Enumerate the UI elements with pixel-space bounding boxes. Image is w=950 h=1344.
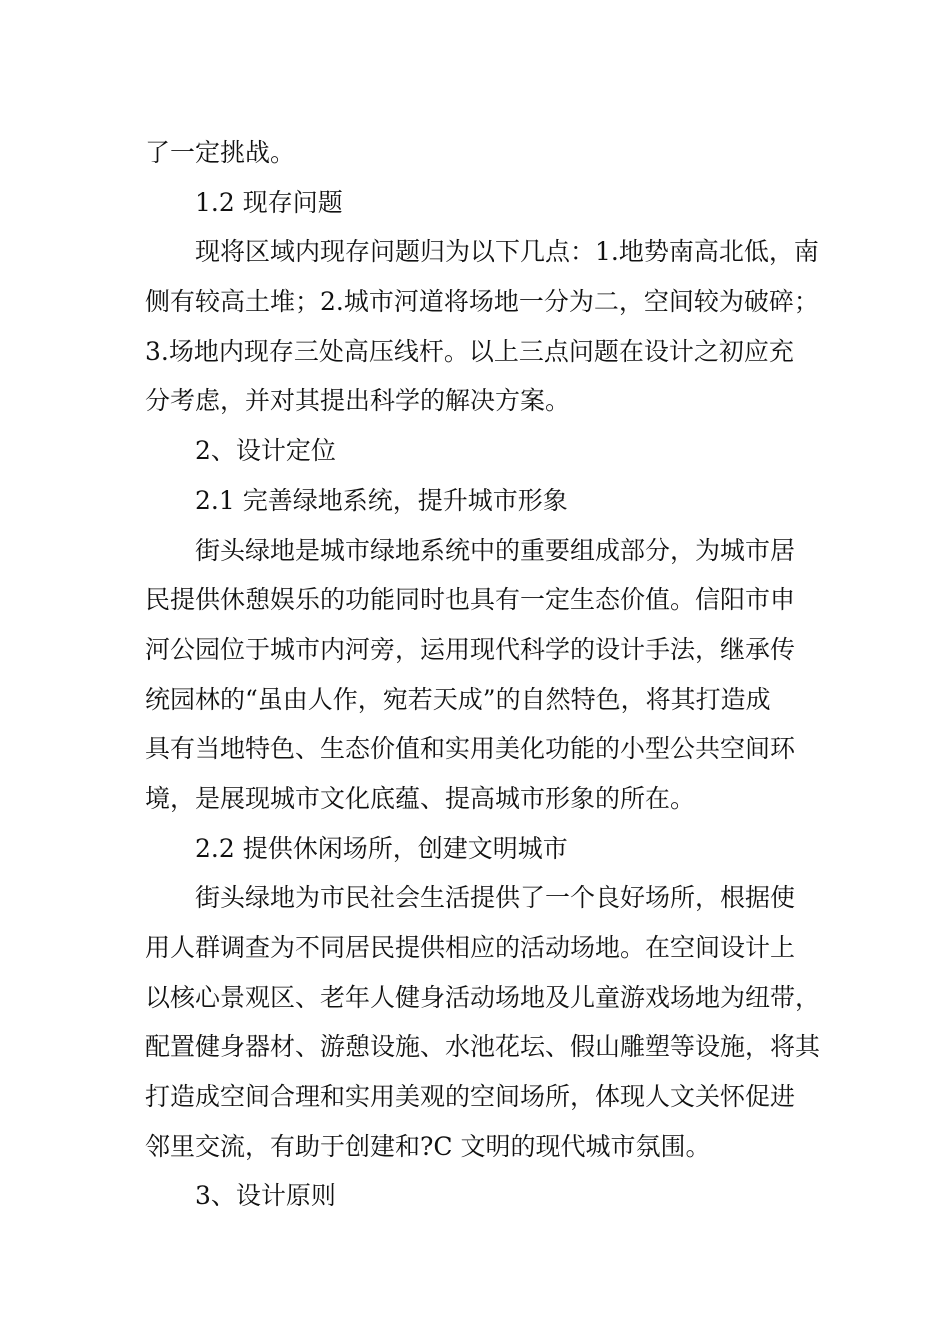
paragraph-line: 境，是展现城市文化底蕴、提高城市形象的所在。 <box>145 783 696 813</box>
paragraph-line: 以核心景观区、老年人健身活动场地及儿童游戏场地为纽带， <box>145 982 821 1012</box>
section-heading-3: 3、设计原则 <box>195 1181 336 1211</box>
paragraph-line: 用人群调查为不同居民提供相应的活动场地。在空间设计上 <box>145 933 796 962</box>
paragraph-line: 现将区域内现存问题归为以下几点：1.地势南高北低，南 <box>195 237 819 267</box>
paragraph-line: 侧有较高土堆；2.城市河道将场地一分为二，空间较为破碎； <box>145 287 819 317</box>
paragraph-line: 民提供休憩娱乐的功能同时也具有一定生态价值。信阳市申 <box>145 585 796 615</box>
section-heading-2: 2、设计定位 <box>195 436 336 466</box>
paragraph-continuation: 了一定挑战。 <box>145 138 296 167</box>
paragraph-line: 具有当地特色、生态价值和实用美化功能的小型公共空间环 <box>145 734 796 764</box>
paragraph-line: 统园林的“虽由人作，宛若天成”的自然特色，将其打造成 <box>145 684 771 714</box>
paragraph-line: 街头绿地是城市绿地系统中的重要组成部分，为城市居 <box>195 535 796 565</box>
section-heading-2-2: 2.2 提供休闲场所，创建文明城市 <box>195 833 568 863</box>
paragraph-line: 邻里交流，有助于创建和?C 文明的现代城市氛围。 <box>145 1131 711 1161</box>
paragraph-line: 街头绿地为市民社会生活提供了一个良好场所，根据使 <box>195 883 796 913</box>
document-body <box>145 128 821 1221</box>
paragraph-line: 配置健身器材、游憩设施、水池花坛、假山雕塑等设施，将其 <box>145 1032 821 1062</box>
section-heading-1-2: 1.2 现存问题 <box>195 187 343 217</box>
paragraph-line: 河公园位于城市内河旁，运用现代科学的设计手法，继承传 <box>145 634 796 664</box>
paragraph-line: 3.场地内现存三处高压线杆。以上三点问题在设计之初应充 <box>145 336 794 366</box>
paragraph-line: 分考虑，并对其提出科学的解决方案。 <box>145 386 571 416</box>
paragraph-line: 打造成空间合理和实用美观的空间场所，体现人文关怀促进 <box>145 1082 796 1112</box>
section-heading-2-1: 2.1 完善绿地系统，提升城市形象 <box>195 485 568 515</box>
